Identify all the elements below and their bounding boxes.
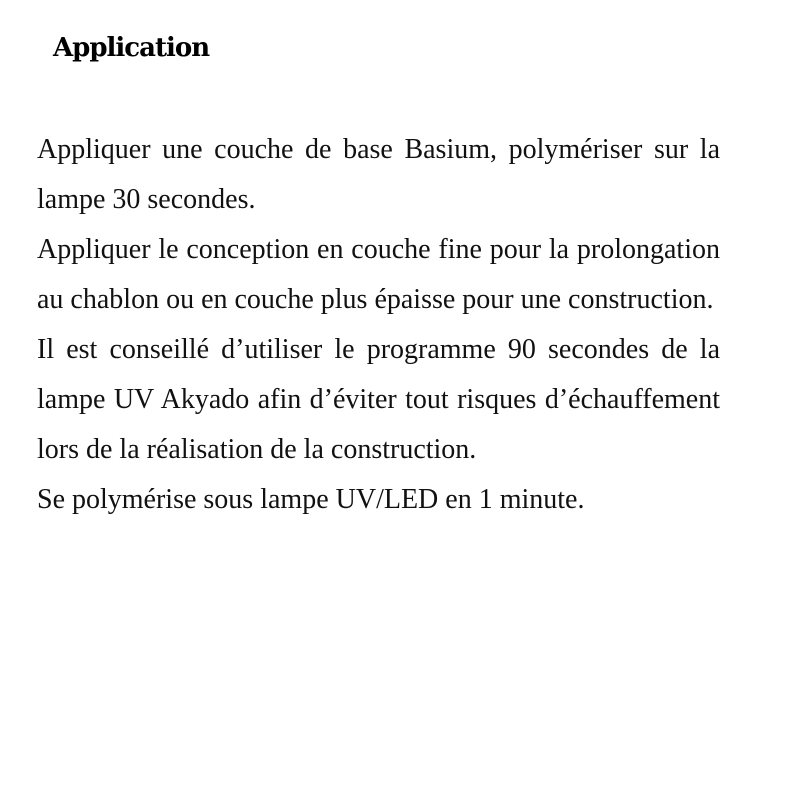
paragraph-lamp-advice: Il est conseillé d’utiliser le programme 90 secondes de la lampe UV Akyado afin d’éviter tout risques d’échauffement lors de la réalisation de la construction. bbox=[37, 334, 720, 465]
paragraph-application: Appliquer le conception en couche fine pour la prolongation au chablon ou en couche plus épaisse pour une construction. bbox=[37, 234, 720, 315]
paragraph-curing-time: Se polymérise sous lampe UV/LED en 1 minute. bbox=[37, 484, 585, 515]
instructions-body bbox=[37, 125, 720, 525]
paragraph-base-coat: Appliquer une couche de base Basium, polymériser sur la lampe 30 secondes. bbox=[37, 134, 720, 215]
section-heading: Application bbox=[53, 33, 210, 63]
